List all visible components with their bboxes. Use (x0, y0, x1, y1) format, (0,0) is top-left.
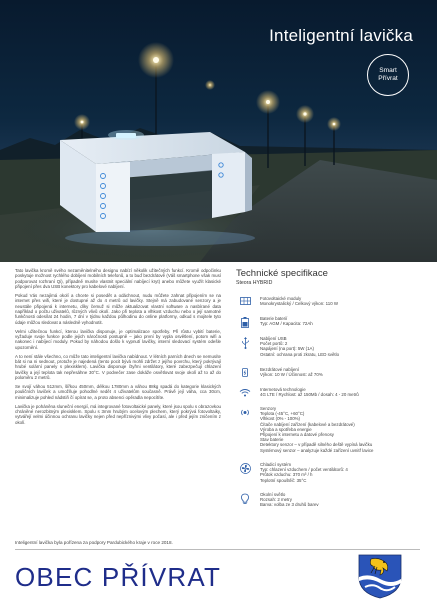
spec-line: Výroba a spotřeba energie (260, 426, 312, 432)
spec-line: Typ: AGM / Kapacita: 72Ah (260, 321, 313, 327)
spec-item-solar (236, 296, 426, 306)
spec-line: 4G LTE / Rychlost: až 150Mb / dosah: 4 - 20 metrů (260, 392, 359, 398)
intro-paragraph: Lavička je poháněna sluneční energií, má integrované fotovoltaické panely, které jsou spolu s obrazovkou chráněné nerozbitným plexisklem. Spolu s 3mm hrubým ocelovým plechem, který pokrývá fotovoltaiky, vytvářejí velmi účinnou ochranu lavičky nejen před nepříznivými vlivy počasí, ale i před jejím zničením z okolí. (15, 403, 221, 425)
sensor-icon (236, 406, 254, 453)
spec-line: Rozsah: 2 metry (260, 497, 292, 503)
spec-line: Napájení (na port): 5W (1A) (260, 346, 314, 352)
spec-line: Bezdrátové nabíjení (260, 367, 300, 372)
spec-item-sensors (236, 406, 426, 453)
battery-icon (236, 316, 254, 328)
spec-item-wireless (236, 367, 426, 378)
spec-line: Typ: chlazení vzduchem / počet ventilátorů: 4 (260, 467, 348, 473)
spec-line: Teplotní spouštěč: 35°C (260, 477, 307, 483)
wifi-icon (236, 387, 254, 397)
spec-line: Senzory (260, 406, 277, 411)
spec-line: Průtok vzduchu: 370 m³ / h (260, 472, 313, 478)
wireless-charging-icon (236, 367, 254, 378)
spec-item-cooling (236, 462, 426, 483)
municipality-name: OBEC PŘÍVRAT (15, 562, 222, 592)
intro-paragraph: Tato lavička kromě svého nezaměnitelného designu nabízí několik užitečných funkcí. Kromě odpočinku poskytuje možnost rychlého dobíjení mobilních telefonů, a to buď bezdrátově (Váš smartphone však musí podporovat rozhraní Qi), případně musíte vlastnit speciální nabíjecí kryt) anebo můžete využít klasické připojení přes dva USB konektory pro kabelové nabíjení. (15, 268, 221, 290)
spec-item-battery (236, 316, 426, 328)
intro-text (15, 268, 221, 429)
intro-paragraph: Velmi užitečnou funkcí, kterou lavička disponuje, je optimalizace spotřeby. Při růstu vybití baterie, vyžaduje svoje funkce podle jejich náročnosti postupně – jako první by vypla osvětlení, potom wifi a nakonec i nabíjecí moduly. Pokud by náhodou došlo k vypnutí lavičky, interní sledovací systém odešle upozornění. (15, 328, 221, 350)
hero-photo (0, 0, 437, 262)
spec-line: Stav baterie (260, 437, 284, 443)
spec-line: Chladicí systém (260, 462, 291, 467)
spec-item-ambient-light (236, 492, 426, 508)
spec-line: Fotovoltaické moduly (260, 296, 302, 301)
badge-line-1: Smart (379, 67, 397, 74)
spec-item-usb (236, 336, 426, 357)
spec-line: Baterie baterií (260, 316, 288, 321)
hero-title: Inteligentní lavička (269, 26, 413, 45)
funding-note: Inteligentní lavička byla pořízena za podpory Pardubického kraje v roce 2018. (15, 540, 173, 545)
spec-line: Okolní světlo (260, 492, 286, 497)
specs-title: Technické specifikace (236, 268, 328, 279)
lamp-icon (236, 492, 254, 508)
solar-panel-icon (236, 296, 254, 306)
spec-line: Počet portů: 2 (260, 341, 288, 347)
spec-line: Internetová technologie (260, 387, 306, 392)
intro-paragraph: Pokud Vás nezajímá okolí a chcete si posedět a odáchnout, nudu můžete zahnat připojením se na internet přes wifi, které je dostupné až do 4 metrů od lavičky. Stejně má zabudované senzory a je neustále připojená k internetu, díky čemuž si může aktualizovat vlastní software a nasbírané data například o počtu uživatelů, různých vlivů okolí. Jako při teplota a vlhkost vzduchu nebo o její samotné funkčnosti odesílat 24 hodin, 7 dní v týdnu každou půlhodinu do online platformy, odkud s mojitele tyto údaje můžou sledovat a následně vyhodnotit. (15, 292, 221, 325)
spec-line: Systémový senzor – analyzuje každé zařízení uvnitř lavice (260, 447, 374, 453)
spec-line: Vlhkost (0% - 100%) (260, 416, 301, 422)
spec-line: Barva: volba ze 3 druhů barev (260, 502, 319, 508)
badge-line-2: Přívrat (378, 75, 398, 82)
specs-subtitle: Steora HYBRID (236, 280, 273, 286)
specs-section (236, 268, 426, 508)
spec-line: Ostatní: ochrana proti zkratu, LED světlo (260, 351, 340, 357)
spec-line: Nabíjení USB (260, 336, 287, 341)
spec-line: Čítače nabíjení zařízení (kabelové a bezdrátové) (260, 421, 355, 427)
spec-line: Monokrystalický / Celkový výkon: 110 W (260, 301, 338, 307)
spec-item-internet (236, 387, 426, 397)
spec-line: Detektory senzor – v případě silného deště vypíná lavičku (260, 442, 373, 448)
divider (15, 549, 420, 550)
fan-icon (236, 462, 254, 483)
smart-privrat-badge (367, 54, 409, 96)
spec-line: Výkon: 10 W / Účinnost: až 70% (260, 372, 323, 378)
intro-paragraph: A to není stále všechno, co může tato inteligentní lavička nabídnout. V létních parních dnech se nemusíte bát si na ni sednout, protože je najedená (tento pocit bývá mohli zdržet z jejího povrchu, který pokrývají hrubé solární panely s plexisklem). Lavička disponuje čtyřmi ventilátory, které zabezpečují chlazení lavičky a její teplota tak nepřesáhne 30°C. V podvečer zase dokáže osvětlovat svoje okolí až to až do poloměru 2 metrů. (15, 353, 221, 380)
intro-paragraph: Se svojí váhou 512mm, šířkou 450mm, délkou 1780mm a váhou 88kg spadá do kategorie klasických pouličních laviček a umožňuje pohodlné sedět 4 uživatelům současně. Právě její váha, cca 30cm, minimalizuje pohled nádstiň čí opírat se, a proto absenci opěradla nepocítíte. (15, 383, 221, 400)
spec-line: Teplota (-45°C, +60°C) (260, 411, 305, 417)
usb-icon (236, 336, 254, 357)
coat-of-arms-logo (353, 553, 407, 599)
spec-line: Připojení k internetu a datové přenosy (260, 432, 334, 438)
